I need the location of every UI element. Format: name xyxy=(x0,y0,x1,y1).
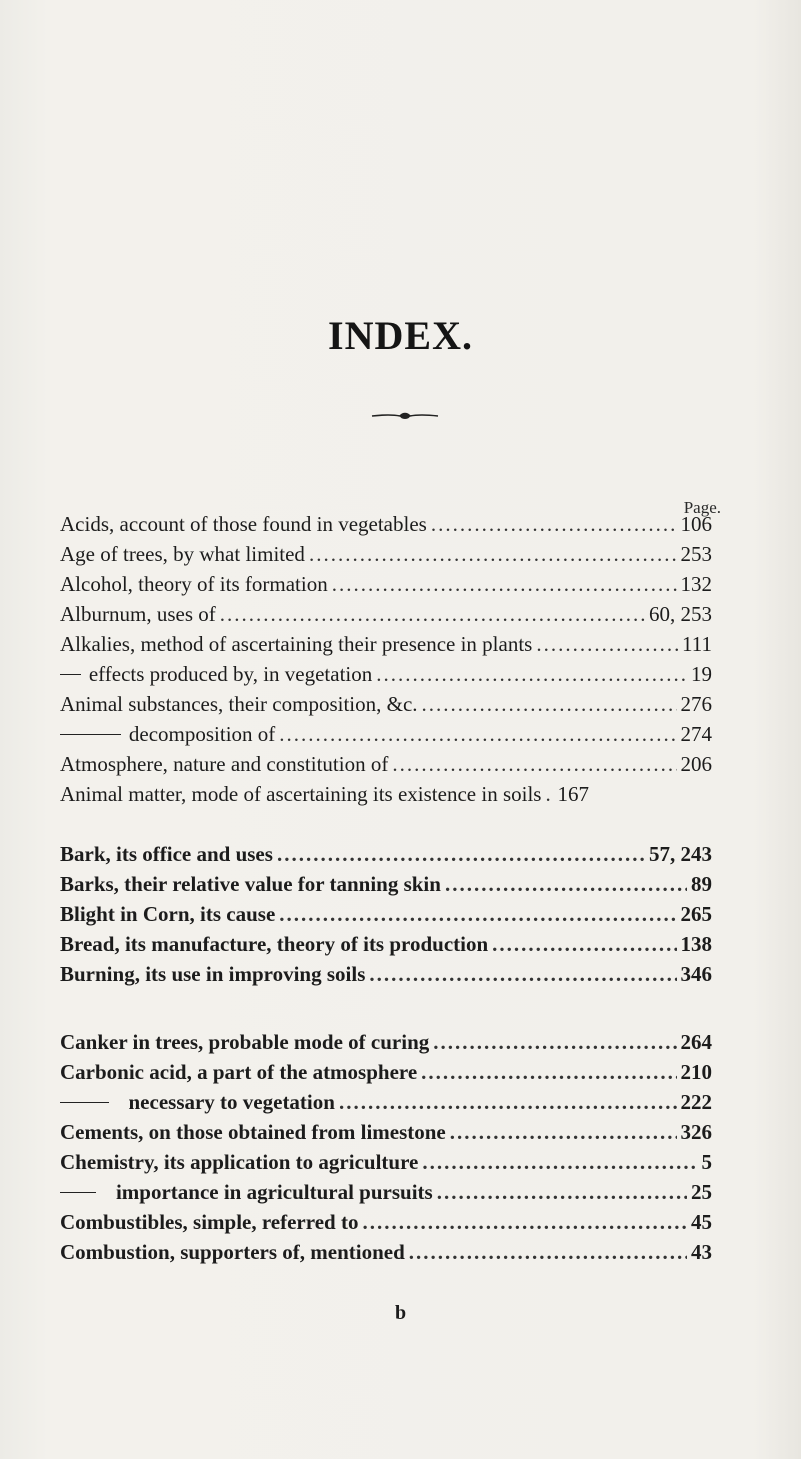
printer-signature-mark: b xyxy=(394,1302,407,1324)
dot-leader xyxy=(445,872,687,897)
entry-page: 132 xyxy=(680,572,712,596)
ditto-dash xyxy=(60,674,81,675)
entry-page: 111 xyxy=(682,632,712,656)
entry-page: 253 xyxy=(680,542,712,566)
entry-label: Animal matter, mode of ascertaining its existence in soils xyxy=(60,782,542,806)
entry-label: Cements, on those obtained from limestone xyxy=(60,1120,446,1144)
dot-leader xyxy=(332,572,677,597)
entry-label: effects produced by, in vegetation xyxy=(88,662,373,686)
index-entry xyxy=(60,842,712,872)
entry-page: 206 xyxy=(680,752,712,776)
entry-page: 138 xyxy=(680,932,712,956)
index-entry xyxy=(60,1210,712,1240)
dot-leader xyxy=(392,752,676,777)
page-title: INDEX. xyxy=(328,313,473,358)
ornament-divider xyxy=(370,410,440,422)
entry-page: 60, 253 xyxy=(649,602,712,626)
entry-label: Alburnum, uses of xyxy=(60,602,216,626)
dot-leader xyxy=(362,1210,687,1235)
index-entry xyxy=(60,572,712,602)
index-section-c xyxy=(60,1030,712,1270)
entry-label: Alkalies, method of ascertaining their presence in plants xyxy=(60,632,533,656)
index-subentry xyxy=(60,1090,712,1120)
dot-leader xyxy=(450,1120,677,1145)
dot-leader xyxy=(422,692,677,717)
entry-label: Combustibles, simple, referred to xyxy=(60,1210,359,1234)
index-entry xyxy=(60,962,712,992)
entry-page: 210 xyxy=(680,1060,712,1084)
index-entry xyxy=(60,902,712,932)
entry-label: Canker in trees, probable mode of curing xyxy=(60,1030,430,1054)
dot-leader xyxy=(545,782,553,807)
entry-page: 167 xyxy=(557,782,589,806)
index-entry xyxy=(60,512,712,542)
entry-page: 265 xyxy=(680,902,712,926)
dot-leader xyxy=(409,1240,687,1265)
index-subentry xyxy=(60,722,712,752)
index-entry xyxy=(60,1240,712,1270)
entry-label: Bark, its office and uses xyxy=(60,842,273,866)
entry-label: necessary to vegetation xyxy=(128,1090,335,1114)
index-entry xyxy=(60,1030,712,1060)
dot-leader xyxy=(369,962,676,987)
entry-label: Age of trees, by what limited xyxy=(60,542,305,566)
entry-page: 274 xyxy=(680,722,712,746)
entry-page: 45 xyxy=(691,1210,712,1234)
index-section-a xyxy=(60,512,712,812)
dot-leader xyxy=(492,932,676,957)
ditto-dash xyxy=(60,734,121,735)
entry-label: Combustion, supporters of, mentioned xyxy=(60,1240,405,1264)
index-entry xyxy=(60,872,712,902)
entry-label: Alcohol, theory of its formation xyxy=(60,572,328,596)
entry-label: Barks, their relative value for tanning skin xyxy=(60,872,441,896)
index-entry xyxy=(60,1060,712,1090)
entry-label: decomposition of xyxy=(128,722,276,746)
index-entry xyxy=(60,602,712,632)
entry-label: Chemistry, its application to agriculture xyxy=(60,1150,419,1174)
entry-page: 326 xyxy=(680,1120,712,1144)
dot-leader xyxy=(309,542,677,567)
dot-leader xyxy=(376,662,687,687)
dot-leader xyxy=(277,842,645,867)
index-entry xyxy=(60,632,712,662)
dot-leader xyxy=(437,1180,687,1205)
index-entry xyxy=(60,1120,712,1150)
entry-page: 106 xyxy=(680,512,712,536)
entry-page: 276 xyxy=(680,692,712,716)
index-subentry xyxy=(60,1180,712,1210)
index-section-b xyxy=(60,842,712,992)
entry-page: 222 xyxy=(680,1090,712,1114)
entry-label: Blight in Corn, its cause xyxy=(60,902,276,926)
dot-leader xyxy=(220,602,645,627)
entry-page: 57, 243 xyxy=(649,842,712,866)
index-subentry xyxy=(60,662,712,692)
ditto-dash xyxy=(60,1192,96,1193)
dot-leader xyxy=(422,1150,697,1175)
entry-page: 346 xyxy=(680,962,712,986)
dot-leader xyxy=(536,632,678,657)
entry-label: Acids, account of those found in vegetables xyxy=(60,512,427,536)
index-entry xyxy=(60,932,712,962)
entry-label: Burning, its use in improving soils xyxy=(60,962,366,986)
page-column-header: Page. xyxy=(683,498,721,517)
dot-leader xyxy=(279,902,676,927)
entry-page: 89 xyxy=(691,872,712,896)
index-entry xyxy=(60,752,712,782)
index-entry xyxy=(60,542,712,572)
dot-leader xyxy=(279,722,676,747)
index-entry xyxy=(60,692,712,722)
entry-label: Bread, its manufacture, theory of its production xyxy=(60,932,489,956)
entry-label: Atmosphere, nature and constitution of xyxy=(60,752,389,776)
entry-page: 25 xyxy=(691,1180,712,1204)
dot-leader xyxy=(421,1060,676,1085)
entry-label: Animal substances, their composition, &c. xyxy=(60,692,418,716)
entry-page: 43 xyxy=(691,1240,712,1264)
entry-page: 5 xyxy=(701,1150,712,1174)
dot-leader xyxy=(433,1030,676,1055)
dot-leader xyxy=(431,512,677,537)
index-entry xyxy=(60,1150,712,1180)
entry-label: importance in agricultural pursuits xyxy=(115,1180,433,1204)
index-entry xyxy=(60,782,712,812)
ditto-dash xyxy=(60,1102,109,1103)
entry-label: Carbonic acid, a part of the atmosphere xyxy=(60,1060,418,1084)
entry-page: 19 xyxy=(691,662,712,686)
dot-leader xyxy=(339,1090,677,1115)
entry-page: 264 xyxy=(680,1030,712,1054)
